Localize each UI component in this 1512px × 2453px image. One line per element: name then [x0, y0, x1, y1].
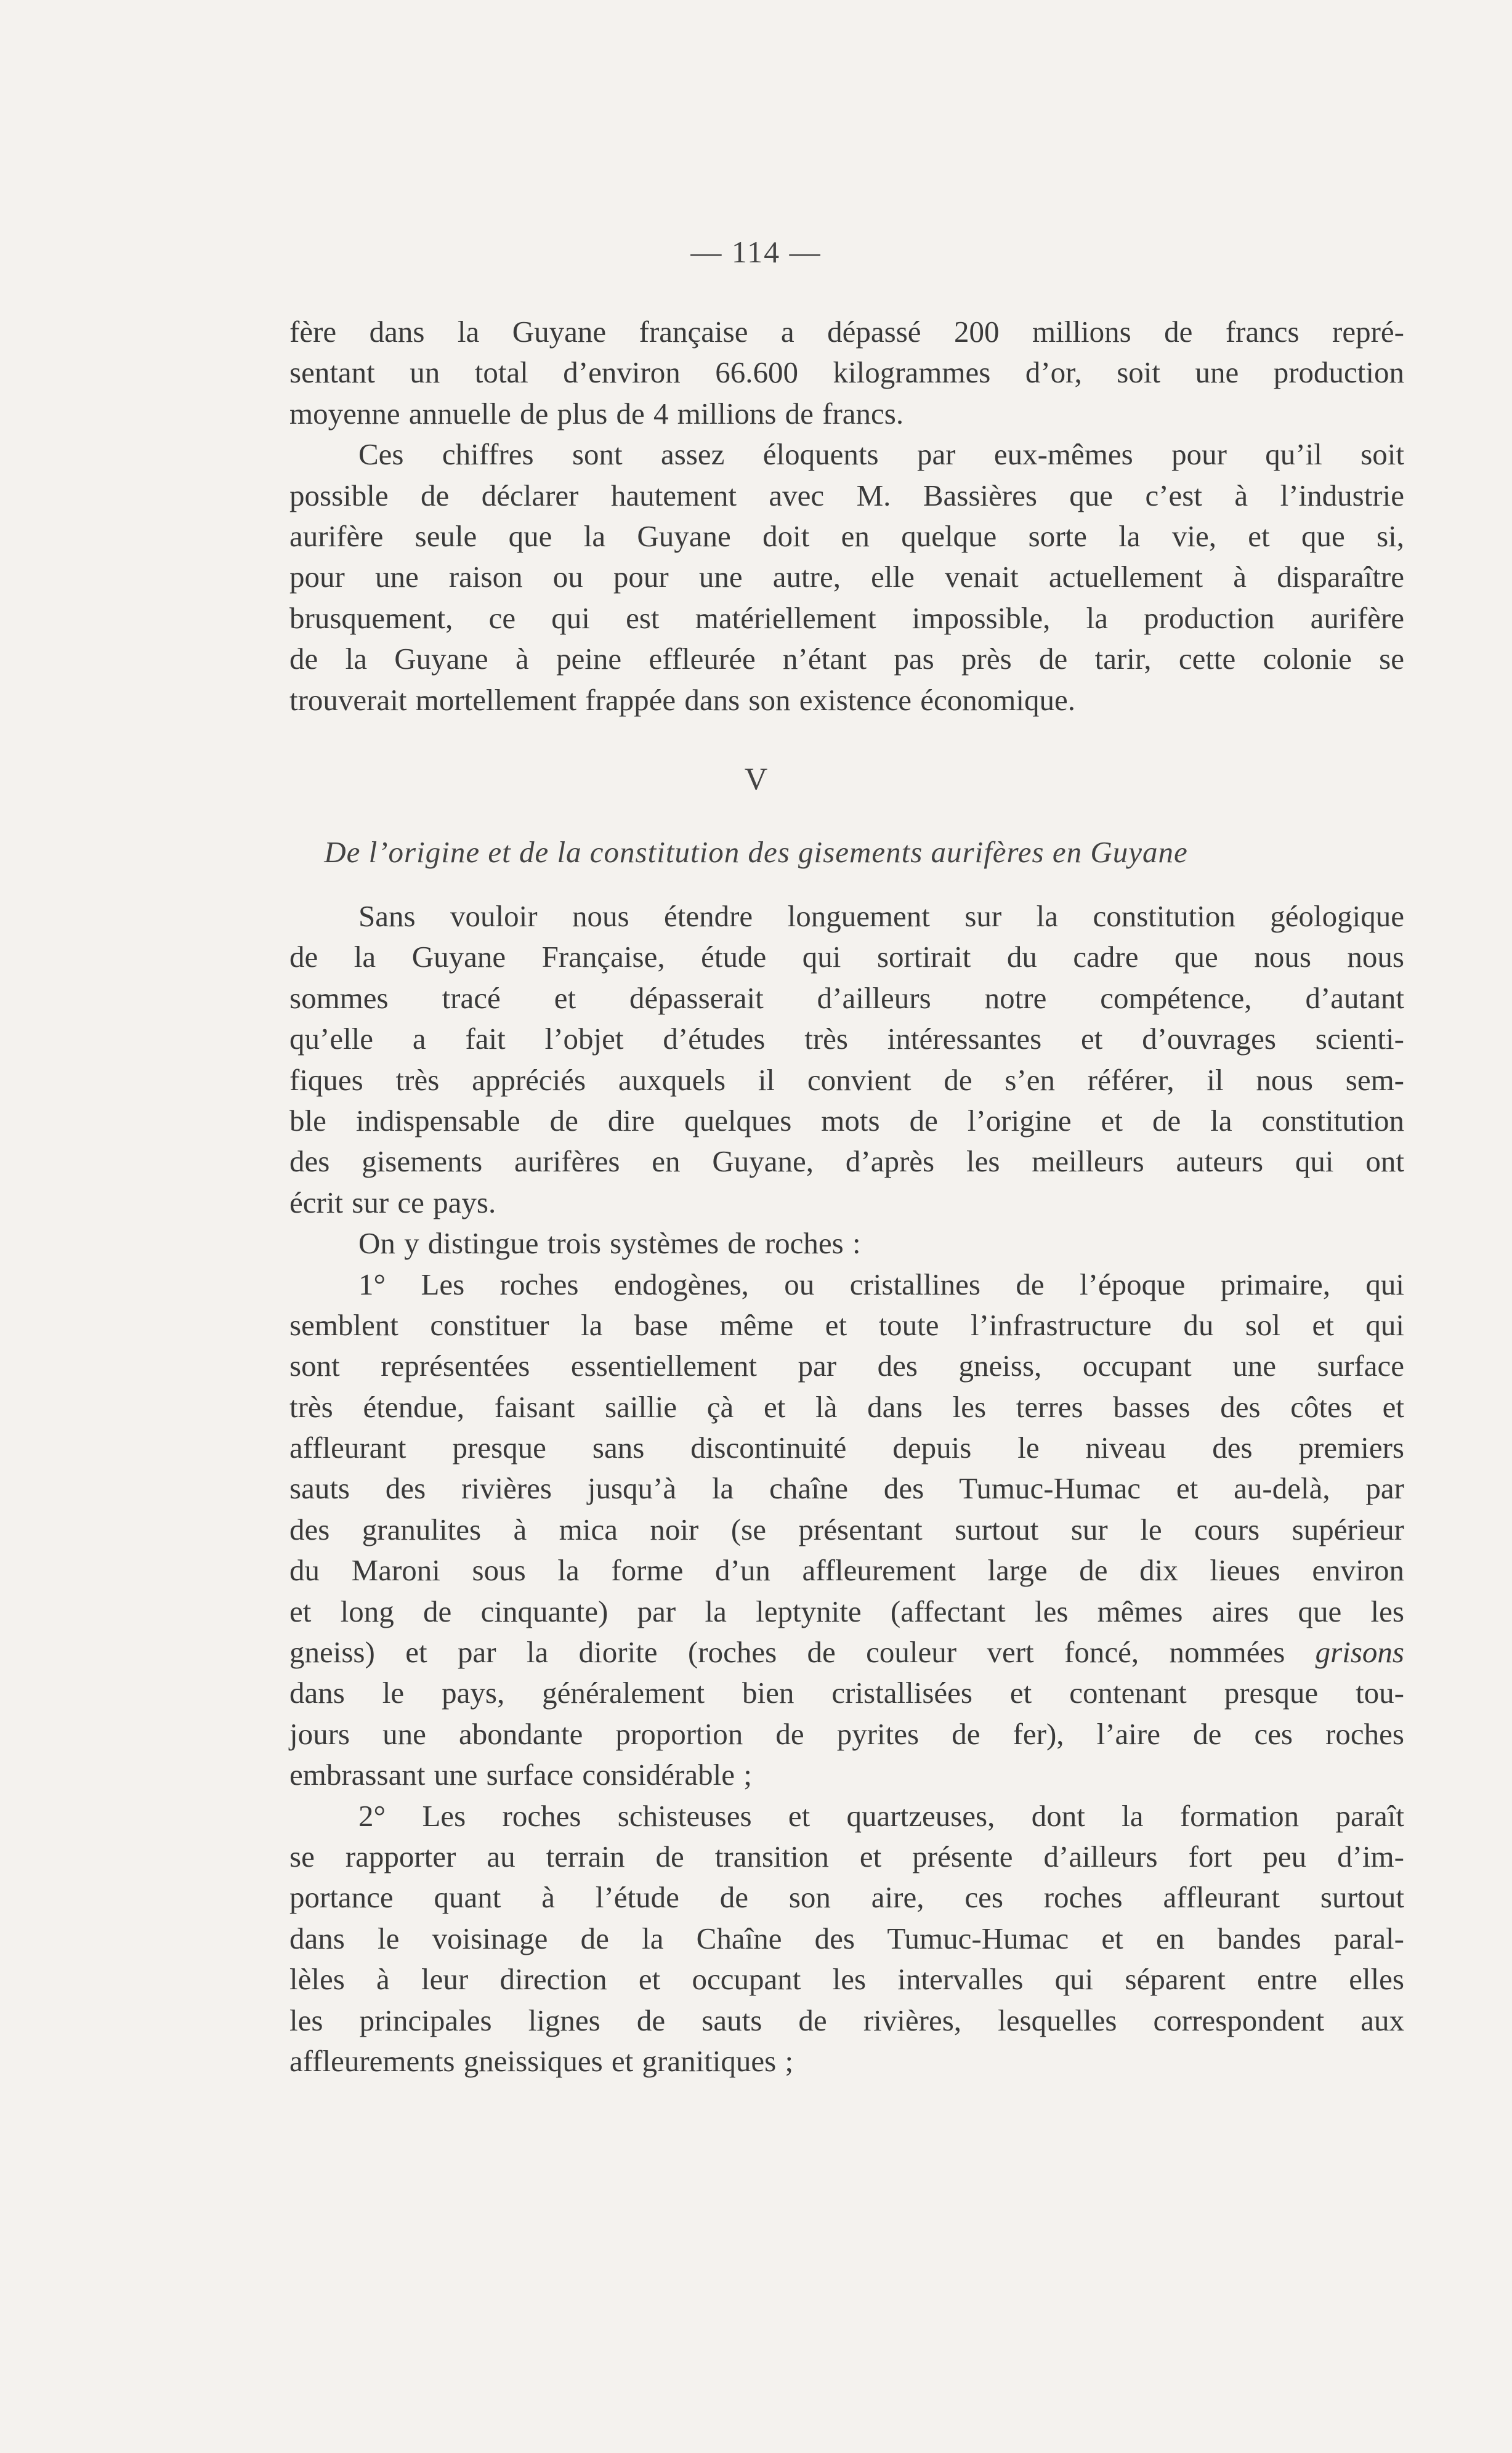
section-title: De l’origine et de la constitution des gisements aurifères en Guyane — [324, 835, 1188, 869]
text-line: sommes tracé et dépasserait d’ailleurs notre compétence, d’autant — [289, 980, 1404, 1015]
text-line: possible de déclarer hautement avec M. Bassières que c’est à l’industrie — [289, 478, 1404, 512]
text-line: brusquement, ce qui est matériellement impossible, la production aurifère — [289, 600, 1404, 635]
text-line: des granulites à mica noir (se présentant surtout sur le cours supérieur — [289, 1512, 1404, 1546]
text-line: moyenne annuelle de plus de 4 millions de francs. — [289, 396, 904, 430]
text-line: ble indispensable de dire quelques mots de l’origine et de la constitution — [289, 1103, 1404, 1138]
text-line: et long de cinquante) par la leptynite (affectant les mêmes aires que les — [289, 1594, 1404, 1628]
text-line: du Maroni sous la forme d’un affleurement large de dix lieues environ — [289, 1553, 1404, 1588]
text-line: Sans vouloir nous étendre longuement sur la constitution géologique — [358, 899, 1404, 933]
text-line: affleurant presque sans discontinuité depuis le niveau des premiers — [289, 1431, 1404, 1465]
section-numeral: V — [744, 762, 768, 797]
text-line: aurifère seule que la Guyane doit en quelque sorte la vie, et que si, — [289, 519, 1404, 553]
text-line: qu’elle a fait l’objet d’études très intéressantes et d’ouvrages scienti- — [289, 1022, 1404, 1056]
text-line: des gisements aurifères en Guyane, d’après les meilleurs auteurs qui ont — [289, 1144, 1404, 1179]
text-line: de la Guyane à peine effleurée n’étant pas près de tarir, cette colonie se — [289, 642, 1404, 676]
text-line: dans le pays, généralement bien cristallisées et contenant presque tou- — [289, 1676, 1404, 1710]
text-line: jours une abondante proportion de pyrites de fer), l’aire de ces roches — [289, 1716, 1404, 1751]
page-number: — 114 — — [690, 235, 822, 269]
text-line: trouverait mortellement frappée dans son existence économique. — [289, 682, 1075, 717]
text-line: embrassant une surface considérable ; — [289, 1758, 752, 1792]
intro-paragraphs — [289, 312, 1404, 721]
text-line: les principales lignes de sauts de rivières, lesquelles correspondent aux — [289, 2003, 1404, 2037]
italic-term: grisons — [1315, 1635, 1404, 1670]
text-line: écrit sur ce pays. — [289, 1185, 496, 1219]
text-line: fère dans la Guyane française a dépassé 200 millions de francs repré- — [289, 315, 1404, 349]
text-line-with-italic — [289, 1632, 1404, 1673]
text-line: lèles à leur direction et occupant les intervalles qui séparent entre elles — [289, 1962, 1404, 1997]
text-line: Ces chiffres sont assez éloquents par eux-mêmes pour qu’il soit — [358, 437, 1404, 472]
text-line: se rapporter au terrain de transition et présente d’ailleurs fort peu d’im- — [289, 1839, 1404, 1873]
text-line: 1° Les roches endogènes, ou cristallines de l’époque primaire, qui — [358, 1267, 1404, 1301]
text-line: affleurements gneissiques et granitiques ; — [289, 2043, 794, 2078]
text-line: sentant un total d’environ 66.600 kilogrammes d’or, soit une production — [289, 355, 1404, 390]
text-line: pour une raison ou pour une autre, elle venait actuellement à disparaître — [289, 560, 1404, 594]
text-line-part: gneiss) et par la diorite (roches de couleur vert foncé, nommées — [289, 1635, 1285, 1670]
text-line: très étendue, faisant saillie çà et là dans les terres basses des côtes et — [289, 1389, 1404, 1424]
body-paragraphs — [289, 896, 1404, 2082]
text-line: fiques très appréciés auxquels il convient de s’en référer, il nous sem- — [289, 1062, 1404, 1097]
text-line: sauts des rivières jusqu’à la chaîne des Tumuc-Humac et au-delà, par — [289, 1471, 1404, 1506]
text-line: dans le voisinage de la Chaîne des Tumuc-Humac et en bandes paral- — [289, 1921, 1404, 1955]
text-line: On y distingue trois systèmes de roches : — [358, 1226, 861, 1261]
text-line: semblent constituer la base même et toute l’infrastructure du sol et qui — [289, 1307, 1404, 1342]
text-line: 2° Les roches schisteuses et quartzeuses, dont la formation paraît — [358, 1798, 1404, 1833]
text-line: portance quant à l’étude de son aire, ces roches affleurant surtout — [289, 1880, 1404, 1915]
text-line: de la Guyane Française, étude qui sortirait du cadre que nous nous — [289, 940, 1404, 974]
text-line: sont représentées essentiellement par des gneiss, occupant une surface — [289, 1349, 1404, 1383]
